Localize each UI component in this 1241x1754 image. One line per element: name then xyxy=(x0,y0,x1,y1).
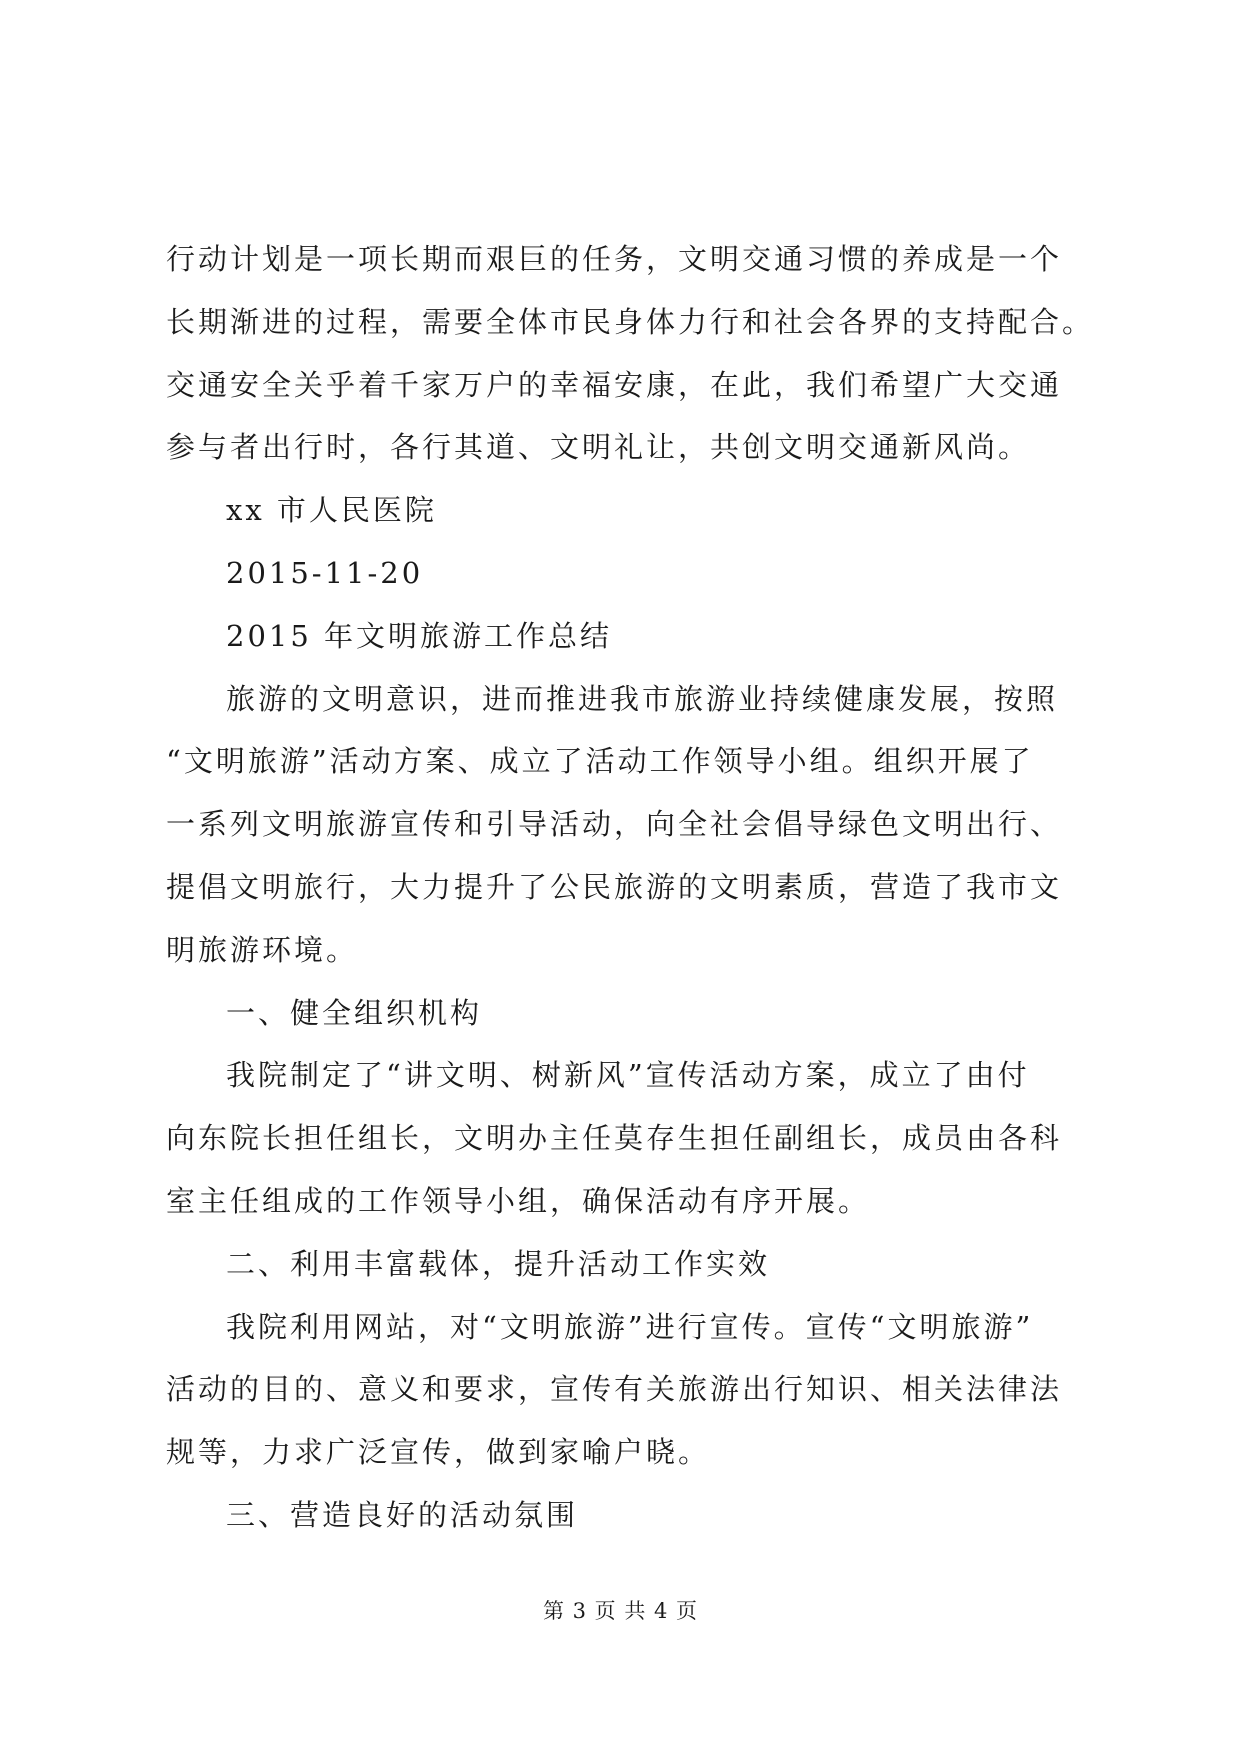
signature-date: 2015-11-20 xyxy=(226,555,424,590)
section-heading: 一、健全组织机构 xyxy=(226,995,483,1030)
body-text-line: 明旅游环境。 xyxy=(166,932,359,967)
page-number-footer: 第 3 页 共 4 页 xyxy=(542,1599,699,1623)
section-heading: 二、利用丰富载体，提升活动工作实效 xyxy=(226,1246,771,1281)
body-text-line: 我院利用网站，对“文明旅游”进行宣传。宣传“文明旅游” xyxy=(226,1309,1034,1344)
body-text-line: 行动计划是一项长期而艰巨的任务，文明交通习惯的养成是一个 xyxy=(166,242,1063,276)
section-heading: 三、营造良好的活动氛围 xyxy=(226,1497,579,1532)
document-body xyxy=(166,228,1106,1547)
body-text-line: 交通安全关乎着千家万户的幸福安康，在此，我们希望广大交通 xyxy=(166,367,1063,402)
body-text-line: “文明旅游”活动方案、成立了活动工作领导小组。组织开展了 xyxy=(166,744,1034,779)
body-text-line: 活动的目的、意义和要求，宣传有关旅游出行知识、相关法律法 xyxy=(166,1372,1063,1407)
body-text-line: 向东院长担任组长，文明办主任莫存生担任副组长，成员由各科 xyxy=(166,1121,1063,1156)
body-text-line: 参与者出行时，各行其道、文明礼让，共创文明交通新风尚。 xyxy=(166,430,1031,465)
body-text-line: 规等，力求广泛宣传，做到家喻户晓。 xyxy=(166,1435,711,1470)
body-text-line: 旅游的文明意识，进而推进我市旅游业持续健康发展，按照 xyxy=(226,681,1059,716)
section-title: 2015 年文明旅游工作总结 xyxy=(226,618,613,653)
body-text-line: 室主任组成的工作领导小组，确保活动有序开展。 xyxy=(166,1183,871,1218)
body-text-line: 提倡文明旅行，大力提升了公民旅游的文明素质，营造了我市文 xyxy=(166,869,1063,904)
signature-organization: xx 市人民医院 xyxy=(226,493,437,528)
body-text-line: 一系列文明旅游宣传和引导活动，向全社会倡导绿色文明出行、 xyxy=(166,807,1063,842)
body-text-line: 我院制定了“讲文明、树新风”宣传活动方案，成立了由付 xyxy=(226,1058,1030,1093)
body-text-line: 长期渐进的过程，需要全体市民身体力行和社会各界的支持配合。 xyxy=(166,304,1095,339)
